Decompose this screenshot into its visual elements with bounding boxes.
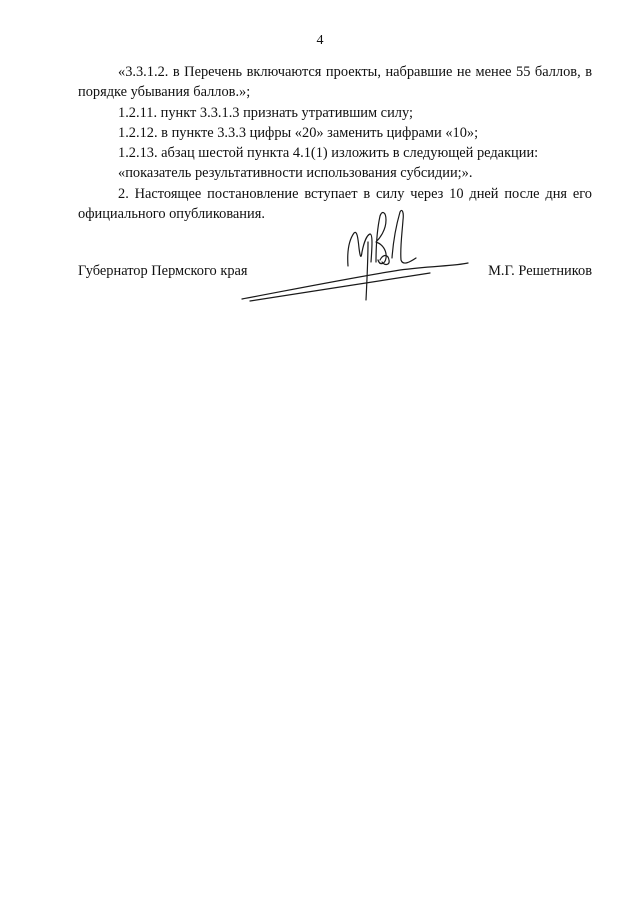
paragraph-1-2-12: 1.2.12. в пункте 3.3.3 цифры «20» заменить цифрами «10»; (118, 124, 479, 141)
position-title: Губернатор Пермского края (78, 263, 248, 279)
page-number: 4 (316, 33, 324, 48)
handwritten-signature (230, 200, 470, 315)
signature-row (78, 261, 592, 281)
paragraph-indicator-quote: «показатель результативности использования субсидии;». (118, 165, 473, 182)
paragraph-1-2-13: 1.2.13. абзац шестой пункта 4.1(1) изложить в следующей редакции: (118, 145, 539, 162)
signer-name: М.Г. Решетников (488, 263, 592, 279)
paragraph-2-effective-date: 2. Настоящее постановление вступает в силу через 10 дней после дня его официального опубликования. (78, 185, 592, 223)
paragraph-3-3-1-2: «3.3.1.2. в Перечень включаются проекты, набравшие не менее 55 баллов, в порядке убывания баллов.»; (78, 64, 592, 101)
paragraph-1-2-11: 1.2.11. пункт 3.3.1.3 признать утратившим силу; (118, 104, 413, 121)
